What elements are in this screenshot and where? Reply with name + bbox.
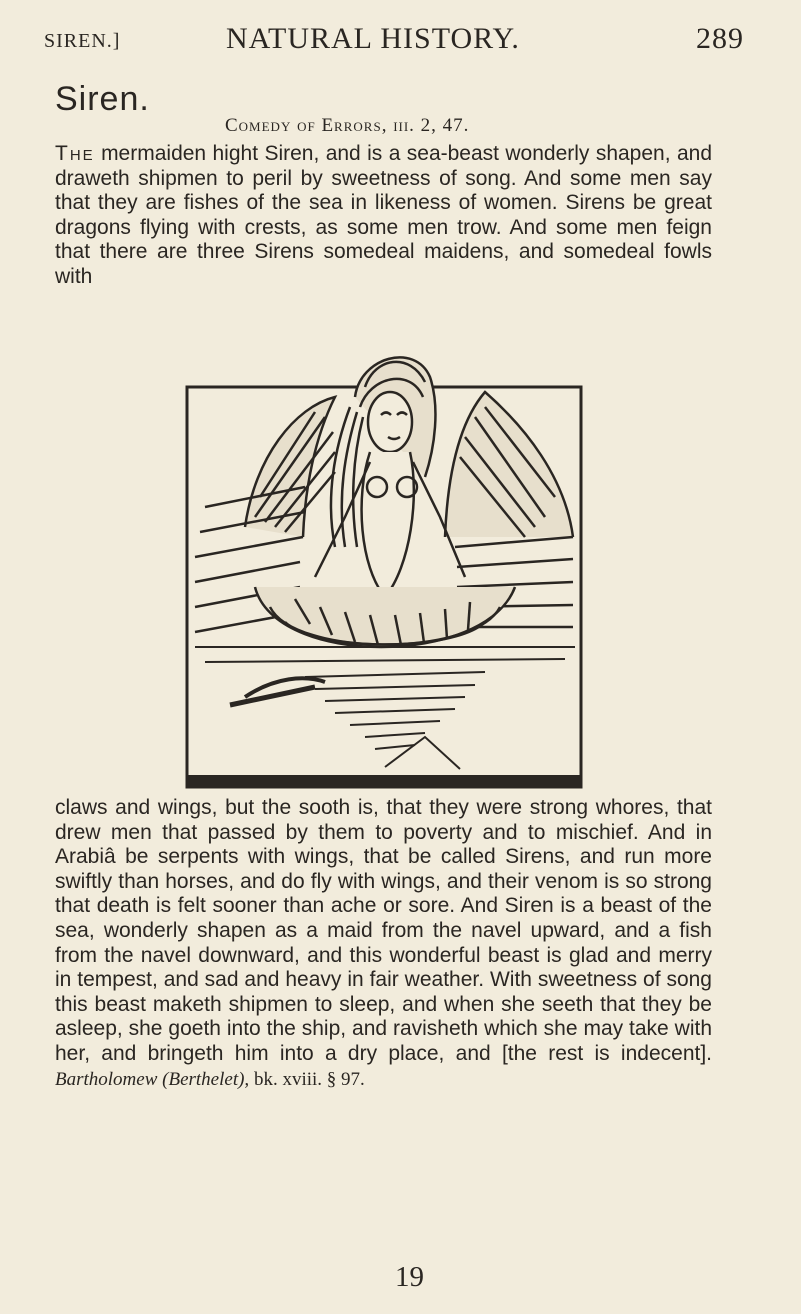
siren-woodcut-illustration bbox=[185, 337, 583, 789]
lead-word: The bbox=[55, 142, 95, 165]
illustration-base bbox=[187, 775, 581, 787]
sea-waves bbox=[195, 647, 575, 769]
source-reference: Comedy of Errors, iii. 2, 47. bbox=[225, 115, 470, 136]
paragraph-2 bbox=[55, 796, 712, 1092]
running-head-title: NATURAL HISTORY. bbox=[226, 22, 520, 55]
paragraph-1-text: mermaiden hight Siren, and is a sea-beast wonderly shapen, and draweth shipmen to peril by sweetness of song. And some men say that they are fishes of the sea in likeness of women. Sirens be great dragons flying with crests, as some men trow. And some men feign that there are three Sirens somedeal maidens, and somedeal fowls with bbox=[55, 142, 712, 288]
running-head bbox=[44, 22, 744, 62]
entry-title: Siren. bbox=[55, 80, 150, 118]
signature-mark: 19 bbox=[395, 1261, 424, 1293]
running-head-section: SIREN.] bbox=[44, 30, 121, 52]
siren-torso bbox=[315, 452, 465, 597]
citation bbox=[55, 1069, 365, 1090]
paragraph-1 bbox=[55, 142, 712, 290]
citation-source: Bartholomew (Berthelet), bbox=[55, 1068, 250, 1090]
paragraph-2-text: claws and wings, but the sooth is, that they were strong whores, that drew men that passed by them to poverty and to mischief. And in Arabiâ be serpents with wings, that be called Sirens, and run more swiftly than horses, and do fly with wings, and their venom is so strong that death is felt sooner than ache or sore. And Siren is a beast of the sea, wonderly shapen as a maid from the navel upward, and a fish from the navel downward, and this wonderful beast is glad and merry in tempest, and sad and heavy in fair weather. With sweetness of song this beast maketh shipmen to sleep, and when she seeth that they be asleep, she goeth into the ship, and ravisheth which she may take with her, and bringeth him into a dry place, and [the rest is indecent]. bbox=[55, 796, 712, 1065]
citation-detail: bk. xviii. § 97. bbox=[249, 1068, 365, 1090]
siren-tail bbox=[255, 587, 515, 647]
page-number: 289 bbox=[696, 22, 744, 55]
